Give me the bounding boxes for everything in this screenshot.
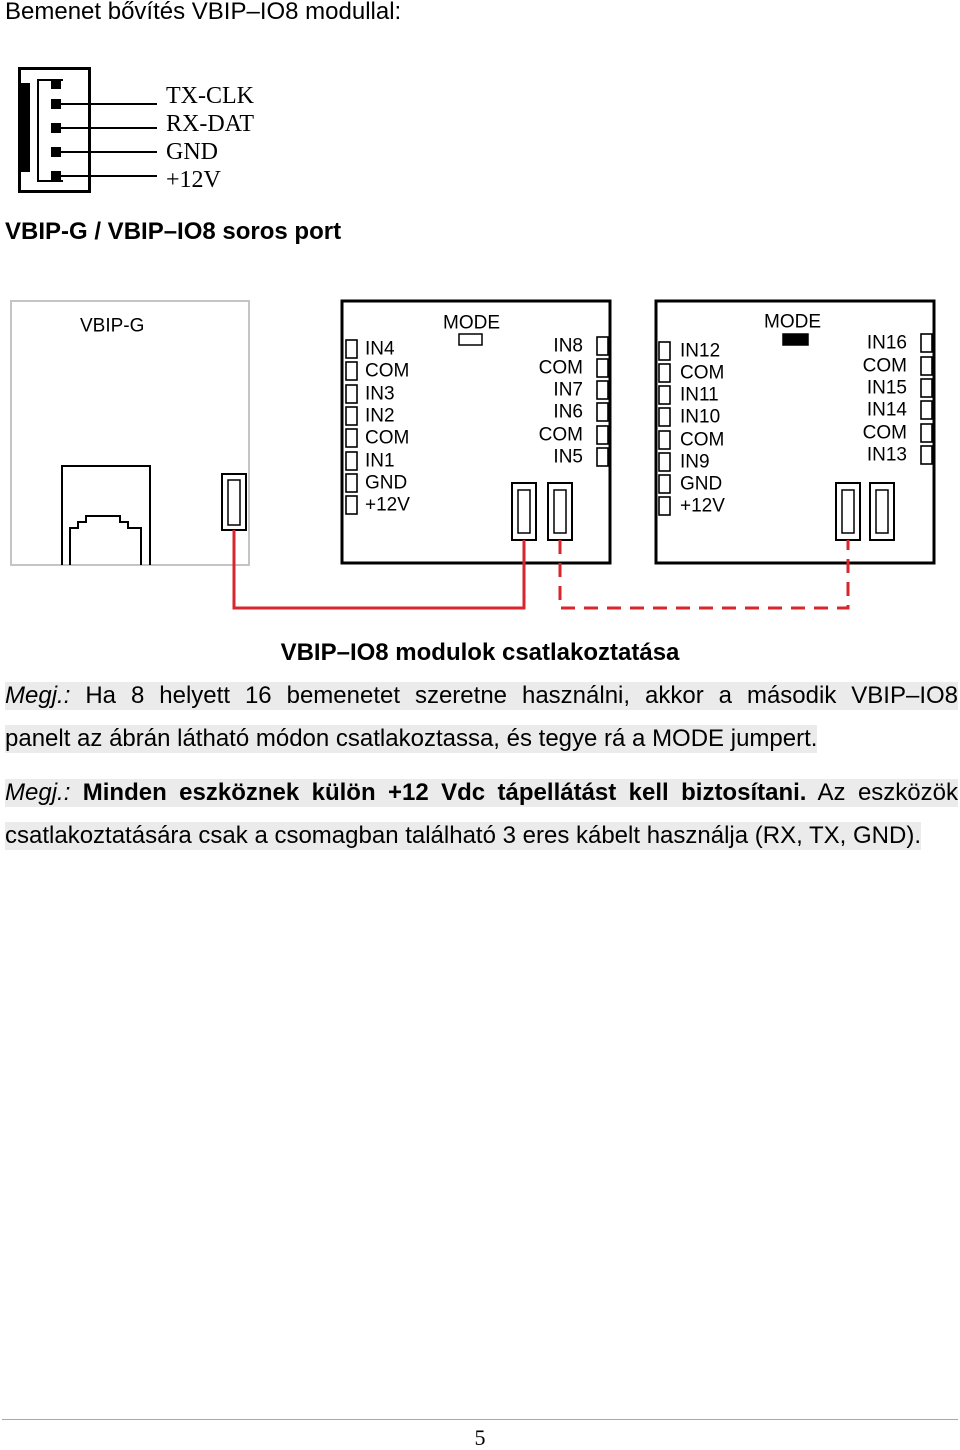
- module-2-right-terminal-label: IN16: [866, 332, 907, 354]
- module-1-left-terminal: [346, 496, 357, 514]
- module-2-right-terminal-label: IN13: [866, 444, 907, 466]
- module-1-left-terminal-label: GND: [365, 472, 408, 494]
- note-1-line-1: [5, 682, 958, 710]
- module-2-left-terminal-label: +12V: [680, 495, 725, 517]
- module-1-left-terminal-label: COM: [365, 360, 410, 382]
- note-2-line-1: [5, 779, 958, 807]
- note-1-line-2: panelt az ábrán látható módon csatlakoztassa, és tegye rá a MODE jumpert.: [5, 725, 818, 752]
- module-1-left-terminal-label: IN3: [365, 383, 395, 405]
- module-2-left-terminal-label: COM: [680, 429, 725, 451]
- module-1-left-terminal: [346, 407, 357, 425]
- vbip-g-board: [11, 301, 249, 565]
- module-2-left-terminal: [659, 497, 670, 515]
- serial-port-connector: [20, 69, 255, 194]
- module-2-right-terminal: [921, 357, 932, 375]
- module-2-left-terminal: [659, 408, 670, 426]
- serial-connector-pin: [51, 171, 61, 181]
- module-2-left-terminal: [659, 364, 670, 382]
- module-1-right-terminal-label: IN6: [553, 401, 583, 423]
- module-1-right-terminal-label: IN5: [553, 446, 583, 468]
- serial-pin-label-gnd: GND: [166, 139, 218, 165]
- module-1-left-terminal: [346, 452, 357, 470]
- note-2-label: Megj.:: [5, 779, 71, 806]
- module-1-left-terminal: [346, 362, 357, 380]
- module-1-mode-label: MODE: [443, 312, 500, 334]
- module-1-right-terminal: [597, 337, 608, 355]
- wiring-diagram: [0, 0, 960, 620]
- note-2-line-2: csatlakoztatására csak a csomagban található 3 eres kábelt használja (RX, TX, GND).: [5, 822, 921, 849]
- module-2-mode-jumper: [783, 334, 808, 345]
- module-1-right-terminal: [597, 381, 608, 399]
- module-2-right-terminal: [921, 424, 932, 442]
- io8-module-1: [342, 301, 610, 563]
- serial-pin-label-12v: +12V: [166, 167, 221, 193]
- module-1-serial-header-out: [548, 483, 572, 540]
- module-2-left-terminal-label: COM: [680, 362, 725, 384]
- module-1-right-terminal: [597, 403, 608, 421]
- serial-connector-pin: [51, 79, 61, 89]
- module-2-left-terminal-label: GND: [680, 473, 723, 495]
- wiring-caption: VBIP–IO8 modulok csatlakoztatása: [280, 639, 680, 666]
- module-2-right-terminal: [921, 401, 932, 419]
- page-heading: Bemenet bővítés VBIP–IO8 modullal:: [5, 0, 402, 25]
- module-2-right-terminal: [921, 334, 932, 352]
- module-2-right-terminal: [921, 379, 932, 397]
- module-2-left-terminal: [659, 453, 670, 471]
- module-2-right-terminal-label: COM: [862, 355, 907, 377]
- module-1-right-terminal: [597, 359, 608, 377]
- io8-module-2: [656, 301, 934, 563]
- note-1-text-line-1: Ha 8 helyett 16 bemenetet szeretne használni, akkor a második VBIP–IO8: [85, 682, 958, 709]
- note-2-text-line-1: Az eszközök: [817, 779, 959, 806]
- module-1-right-terminal: [597, 426, 608, 444]
- note-1-label: Megj.:: [5, 682, 71, 709]
- module-1-right-terminal-label: IN8: [553, 335, 583, 357]
- module-1-right-terminal-label: IN7: [553, 379, 583, 401]
- module-1-left-terminal-label: COM: [365, 427, 410, 449]
- serial-connector-pin: [51, 123, 61, 133]
- module-2-right-terminal-label: COM: [862, 422, 907, 444]
- module-1-left-terminal-label: +12V: [365, 494, 410, 516]
- module-2-left-terminal: [659, 431, 670, 449]
- module-2-left-terminal: [659, 386, 670, 404]
- module-1-serial-header-in: [512, 483, 536, 540]
- vbip-g-serial-header: [222, 474, 246, 530]
- module-1-left-terminal: [346, 340, 357, 358]
- module-1-left-terminal: [346, 429, 357, 447]
- module-2-left-terminal: [659, 342, 670, 360]
- note-2-emphasis: Minden eszköznek külön +12 Vdc tápellátást kell biztosítani.: [82, 779, 807, 806]
- module-1-left-terminal-label: IN2: [365, 405, 395, 427]
- serial-connector-pin: [51, 147, 61, 157]
- module-1-left-terminal: [346, 474, 357, 492]
- serial-connector-pin: [51, 99, 61, 109]
- serial-port-caption: VBIP-G / VBIP–IO8 soros port: [5, 218, 342, 245]
- module-2-right-terminal-label: IN14: [866, 399, 907, 421]
- rj45-port-opening: [70, 516, 141, 565]
- module-2-left-terminal-label: IN11: [680, 384, 719, 406]
- module-1-right-terminal-label: COM: [538, 357, 583, 379]
- module-2-left-terminal-label: IN9: [680, 451, 710, 473]
- module-2-serial-header-in: [836, 483, 860, 540]
- vbip-g-board-outline: [11, 301, 249, 565]
- serial-pin-label-rx-dat: RX-DAT: [166, 111, 254, 137]
- serial-pin-label-tx-clk: TX-CLK: [166, 83, 254, 109]
- module-1-right-terminal: [597, 448, 608, 466]
- serial-connector-key: [21, 83, 30, 172]
- module-2-mode-label: MODE: [764, 311, 821, 333]
- page-number: 5: [474, 1425, 486, 1450]
- module-1-mode-jumper: [459, 334, 482, 345]
- module-1-left-terminal: [346, 385, 357, 403]
- module-2-right-terminal-label: IN15: [866, 377, 907, 399]
- module-2-right-terminal: [921, 446, 932, 464]
- footer-divider: [2, 1419, 958, 1420]
- module-1-left-terminal-label: IN1: [365, 450, 395, 472]
- vbip-g-label: VBIP-G: [80, 315, 145, 337]
- module-2-left-terminal-label: IN12: [680, 340, 721, 362]
- module-1-left-terminal-label: IN4: [365, 338, 395, 360]
- module-2-left-terminal: [659, 475, 670, 493]
- module-2-serial-header-out: [870, 483, 894, 540]
- module-1-right-terminal-label: COM: [538, 424, 583, 446]
- module-2-left-terminal-label: IN10: [680, 406, 721, 428]
